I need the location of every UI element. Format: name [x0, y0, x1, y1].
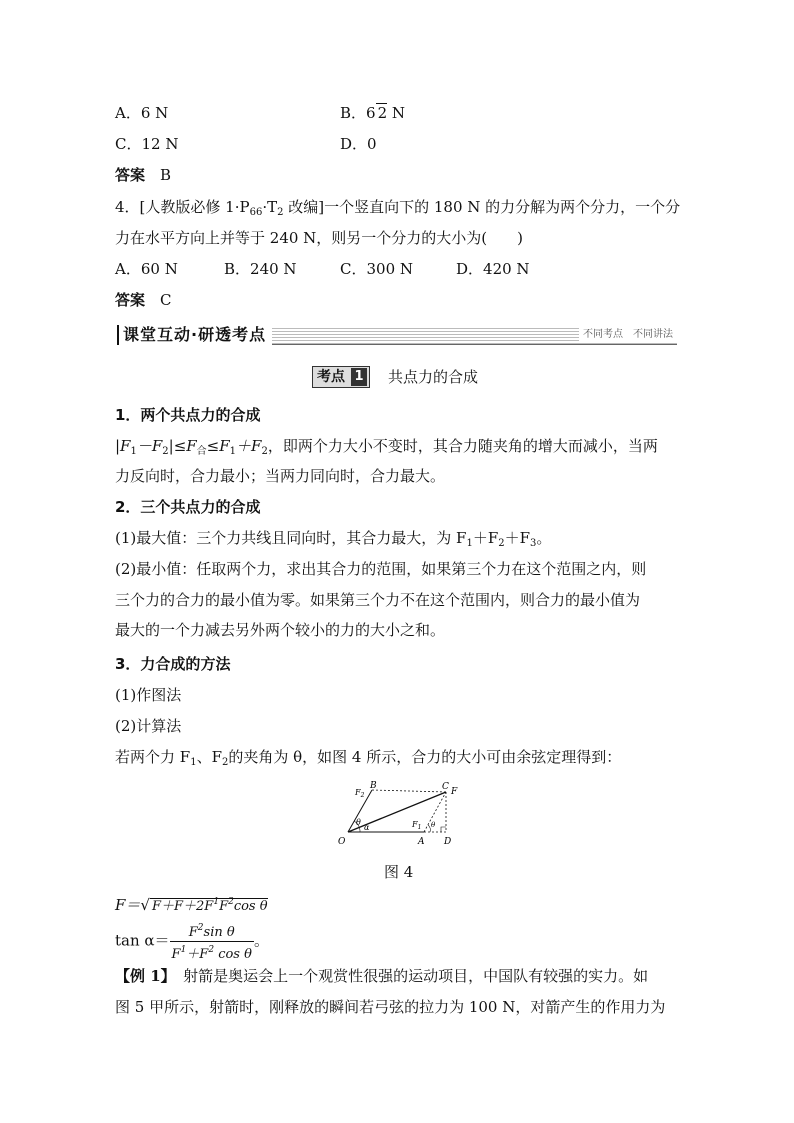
label-o: O	[338, 837, 346, 847]
q4-option-a: A．60 N	[115, 260, 178, 278]
topic-badge: 考点 1	[312, 366, 370, 388]
section-3-heading: 3．力合成的方法	[115, 655, 231, 673]
topic-title: 共点力的合成	[388, 368, 479, 386]
label-theta: θ	[356, 818, 361, 827]
label-a: A	[418, 837, 425, 847]
q4-option-b: B．240 N	[224, 260, 297, 278]
option-a: A．6 N	[115, 104, 169, 122]
example-1-line-1: 【例 1】 射箭是奥运会上一个观赏性很强的运动项目，中国队有较强的实力。如	[115, 967, 649, 985]
label-f1: $F_1$	[412, 820, 422, 831]
section-2-min-3: 最大的一个力减去另外两个较小的力的大小之和。	[115, 621, 446, 639]
label-b: B	[370, 781, 377, 791]
force-parallelogram-diagram	[338, 780, 468, 850]
label-theta-2: θ	[431, 821, 436, 829]
banner-title: 课堂互动·研透考点	[117, 325, 272, 345]
figure-caption: 图 4	[384, 863, 414, 881]
answer-q4: 答案 C	[115, 291, 172, 309]
option-c: C．12 N	[115, 135, 179, 153]
method-1: (1)作图法	[115, 686, 182, 704]
section-2-heading: 2．三个共点力的合成	[115, 498, 261, 516]
section-1-line-1: $|F_1-F_2|\le F_合\le F_1+F_2$，即两个力大小不变时，其合力随夹角的增大而减小，当两	[115, 437, 658, 457]
answer-q3: 答案 B	[115, 166, 172, 184]
label-f: F	[451, 787, 458, 797]
section-2-max: (1)最大值：三个力共线且同向时，其合力最大，为 $F_1+F_2+F_3$。	[115, 529, 552, 549]
figure-4	[338, 780, 468, 854]
question-4-line-2: 力在水平方向上并等于 240 N，则另一个分力的大小为( )	[115, 229, 523, 247]
option-d: D．0	[340, 135, 377, 153]
formula-tan-alpha: tan α＝ $\frac{F^2\sin \theta}{F^1+F^2 \cos \theta}$ 。	[115, 920, 269, 963]
banner-subtitle: 不同考点 不同讲法	[579, 327, 677, 343]
section-2-min-1: (2)最小值：任取两个力，求出其合力的范围，如果第三个力在这个范围之内，则	[115, 560, 647, 578]
label-c: C	[442, 782, 449, 792]
section-1-line-2: 力反向时，合力最小；当两力同向时，合力最大。	[115, 467, 446, 485]
section-3-desc: 若两个力 $F_1$、$F_2$的夹角为 θ，如图 4 所示，合力的大小可由余弦定理得到：	[115, 748, 622, 768]
q4-option-d: D．420 N	[456, 260, 530, 278]
example-1-line-2: 图 5 甲所示，射箭时，刚释放的瞬间若弓弦的拉力为 100 N，对箭产生的作用力为	[115, 998, 666, 1016]
formula-resultant: F＝√ $F+F+2F^1F^2\cos$ θ	[115, 896, 268, 914]
section-1-heading: 1．两个共点力的合成	[115, 406, 261, 424]
tan-fraction: $\frac{F^2\sin \theta}{F^1+F^2 \cos \theta}$	[170, 920, 254, 963]
label-f2: $F_2$	[355, 788, 365, 799]
topic-number: 1	[351, 368, 367, 386]
section-banner	[117, 326, 677, 346]
line-bc	[372, 790, 446, 792]
question-4-line-1: 4．[人教版必修 $1\cdot P_{66}\cdot T_2$ 改编]一个竖直向下的 180 N 的力分解为两个分力，一个分	[115, 198, 681, 218]
q4-option-c: C．300 N	[340, 260, 414, 278]
label-d: D	[444, 837, 452, 847]
option-b: B．6 2 N	[340, 104, 406, 122]
label-alpha: α	[364, 823, 370, 832]
right-angle-mark	[441, 827, 446, 832]
section-2-min-2: 三个力的合力的最小值为零。如果第三个力不在这个范围内，则合力的最小值为	[115, 591, 641, 609]
method-2: (2)计算法	[115, 717, 182, 735]
